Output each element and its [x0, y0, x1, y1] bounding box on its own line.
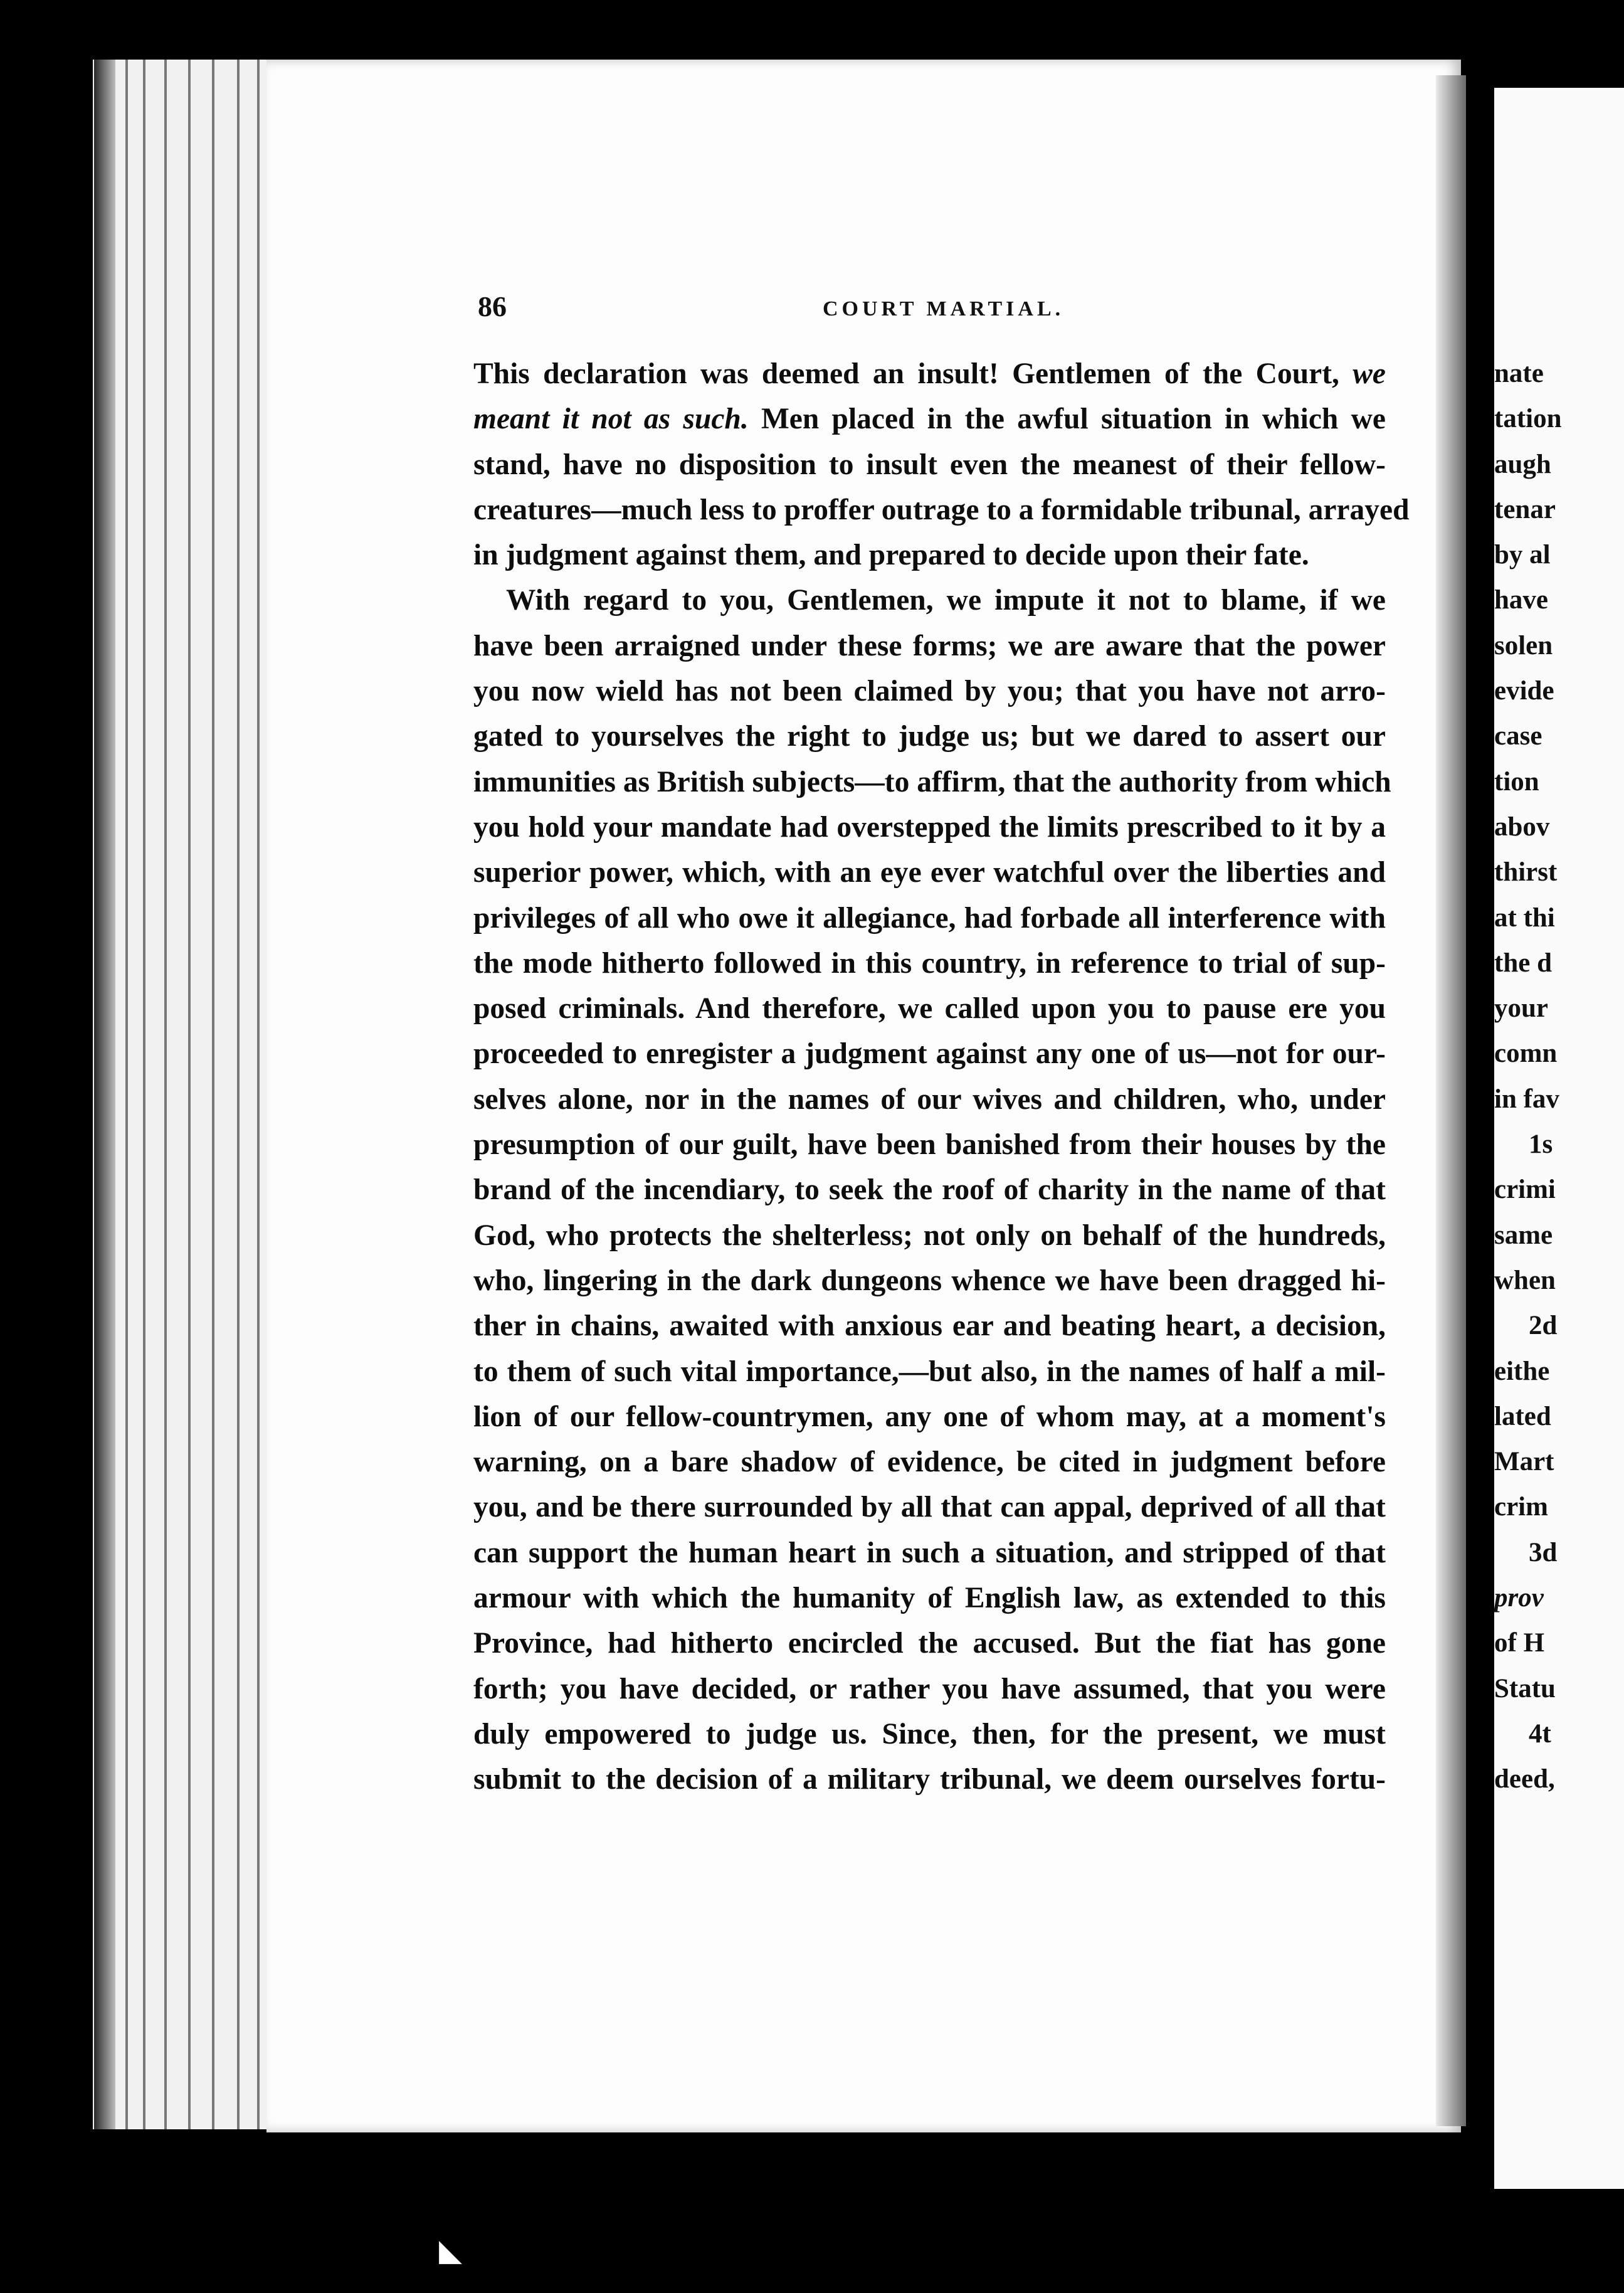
text-line-segment: immunities as British subjects—to affirm, that the authority from which — [473, 765, 1391, 798]
text-line — [473, 1394, 1386, 1439]
facing-page-line: case — [1494, 721, 1542, 751]
text-line-segment: stand, have no disposition to insult even the meanest of their fellow- — [473, 448, 1386, 481]
text-line-segment: selves alone, nor in the names of our wives and children, who, under — [473, 1083, 1386, 1116]
text-line-segment: With regard to you, Gentlemen, we impute it not to blame, if we — [506, 584, 1386, 617]
facing-page-line: comn — [1494, 1039, 1558, 1069]
text-line-segment: submit to the decision of a military tribunal, we deem ourselves fortu- — [473, 1763, 1386, 1796]
text-line-segment: Men placed in the awful situation in which we — [748, 403, 1386, 436]
text-line-segment: you hold your mandate had overstepped the limits prescribed to it by a — [473, 810, 1386, 844]
page-edge-line — [143, 60, 145, 2129]
text-line-segment: the mode hitherto followed in this country, in reference to trial of sup- — [473, 946, 1386, 980]
text-line — [473, 1666, 1386, 1712]
italic-segment: meant it not as such. — [473, 403, 749, 436]
facing-page-line: 3d — [1529, 1537, 1558, 1567]
text-line-segment: lion of our fellow-countrymen, any one of whom may, at a moment's — [473, 1400, 1386, 1433]
facing-page-line: evide — [1494, 676, 1554, 706]
facing-page-line: thirst — [1494, 857, 1558, 887]
facing-page-line: in fav — [1494, 1084, 1559, 1114]
text-line — [473, 1077, 1386, 1122]
text-line — [473, 623, 1386, 669]
page-edge-line — [188, 60, 191, 2129]
text-line-segment: armour with which the humanity of English law, as extended to this — [473, 1582, 1386, 1615]
page-edge-line — [212, 60, 214, 2129]
text-line — [473, 669, 1386, 714]
text-line-segment: ther in chains, awaited with anxious ear and beating heart, a decision, — [473, 1310, 1386, 1343]
text-line — [473, 1258, 1386, 1303]
page-gutter-shadow — [1436, 75, 1466, 2126]
facing-page-line: at thi — [1494, 903, 1555, 933]
text-line-segment: you, and be there surrounded by all that can appal, deprived of all that — [473, 1491, 1386, 1524]
text-line-segment: have been arraigned under these forms; we are aware that the power — [473, 629, 1386, 662]
facing-page-line: prov — [1494, 1583, 1544, 1613]
facing-page-line: your — [1494, 993, 1548, 1024]
text-line — [473, 1621, 1386, 1666]
page-edge-line — [237, 60, 240, 2129]
page-edge-line — [164, 60, 167, 2129]
text-line-segment: Province, had hitherto encircled the accused. But the fiat has gone — [473, 1627, 1386, 1660]
facing-page-line: solen — [1494, 630, 1553, 660]
scan-speck-mark: ◣ — [439, 2234, 462, 2267]
text-line — [473, 1213, 1386, 1258]
text-line-segment: forth; you have decided, or rather you have assumed, that you were — [473, 1672, 1386, 1705]
running-title: COURT MARTIAL. — [823, 297, 1065, 320]
body-text — [473, 351, 1410, 1803]
text-line-segment: you now wield has not been claimed by you; that you have not arro- — [473, 675, 1386, 708]
text-line-segment: God, who protects the shelterless; not only on behalf of the hundreds, — [473, 1219, 1386, 1252]
page-number: 86 — [478, 290, 507, 322]
facing-page-line: by al — [1494, 540, 1551, 570]
text-line — [473, 1439, 1386, 1485]
facing-page-line: crim — [1494, 1492, 1548, 1522]
text-line — [473, 896, 1386, 941]
text-line — [473, 578, 1386, 623]
facing-page-line: eithe — [1494, 1356, 1550, 1386]
text-line — [473, 760, 1391, 805]
text-line — [473, 532, 1386, 578]
text-line-segment: warning, on a bare shadow of evidence, be cited in judgment before — [473, 1446, 1386, 1479]
text-line — [473, 941, 1386, 986]
facing-page-line: tenar — [1494, 494, 1556, 524]
facing-page-line: abov — [1494, 812, 1550, 842]
text-line — [473, 351, 1386, 396]
text-line — [473, 1712, 1386, 1757]
text-line — [473, 986, 1386, 1031]
text-line — [473, 1530, 1386, 1575]
text-line-segment: can support the human heart in such a situation, and stripped of that — [473, 1536, 1386, 1569]
page-header — [478, 290, 1468, 327]
text-line-segment: superior power, which, with an eye ever watchful over the liberties and — [473, 856, 1386, 889]
facing-page-line: nate — [1494, 359, 1544, 388]
facing-page-line: Statu — [1494, 1673, 1556, 1703]
text-line-segment: proceeded to enregister a judgment against any one of us—not for our- — [473, 1037, 1386, 1071]
facing-page-line: same — [1494, 1220, 1553, 1250]
text-line — [473, 1757, 1386, 1802]
text-line-segment: brand of the incendiary, to seek the roof of charity in the name of that — [473, 1173, 1386, 1207]
text-line-segment: in judgment against them, and prepared to decide upon their fate. — [473, 539, 1309, 572]
facing-page-line: 2d — [1529, 1311, 1558, 1341]
facing-page-line: the d — [1494, 948, 1552, 978]
text-line-segment: duly empowered to judge us. Since, then, for the present, we must — [473, 1717, 1386, 1750]
page-edge-line — [257, 60, 260, 2129]
facing-page-line: when — [1494, 1265, 1556, 1295]
facing-page-line: augh — [1494, 449, 1551, 479]
text-line — [473, 1031, 1386, 1076]
text-line — [473, 805, 1386, 850]
text-line — [473, 714, 1386, 759]
page-edge-line — [125, 60, 128, 2129]
facing-page-line: have — [1494, 585, 1548, 615]
facing-page-line: crimi — [1494, 1175, 1556, 1205]
text-line — [473, 1349, 1386, 1394]
text-line-segment: posed criminals. And therefore, we called upon you to pause ere you — [473, 992, 1386, 1025]
text-line — [473, 850, 1386, 895]
text-line — [473, 396, 1386, 442]
text-line-segment: presumption of our guilt, have been banished from their houses by the — [473, 1128, 1386, 1162]
text-line-segment: This declaration was deemed an insult! Gentlemen of the Court, — [473, 357, 1353, 390]
text-line — [473, 1575, 1386, 1621]
page-edges-stack — [93, 60, 275, 2129]
facing-page-line: 1s — [1529, 1130, 1553, 1160]
text-line — [473, 1303, 1386, 1348]
page-edges-shadow — [94, 60, 115, 2129]
facing-page — [1494, 88, 1624, 2189]
facing-page-line: deed, — [1494, 1764, 1555, 1794]
text-line — [473, 1485, 1386, 1530]
text-line — [473, 1167, 1386, 1212]
text-line-segment: gated to yourselves the right to judge us; but we dared to assert our — [473, 720, 1386, 753]
text-line-segment: privileges of all who owe it allegiance, had forbade all interference with — [473, 901, 1386, 935]
facing-page-line: Mart — [1494, 1447, 1554, 1477]
facing-page-line: of H — [1494, 1628, 1545, 1658]
facing-page-line: 4t — [1529, 1718, 1551, 1749]
facing-page-line: lated — [1494, 1401, 1551, 1431]
text-line-segment: creatures—much less to proffer outrage to a formidable tribunal, arrayed — [473, 493, 1410, 526]
text-line — [473, 442, 1386, 487]
text-line-segment: who, lingering in the dark dungeons whence we have been dragged hi- — [473, 1264, 1386, 1297]
facing-page-text — [1494, 351, 1562, 1803]
italic-segment: we — [1352, 357, 1386, 390]
facing-page-line: tion — [1494, 766, 1539, 797]
facing-page-line: tation — [1494, 404, 1562, 434]
text-line-segment: to them of such vital importance,—but also, in the names of half a mil- — [473, 1355, 1386, 1388]
text-line — [473, 487, 1410, 532]
text-line — [473, 1122, 1386, 1167]
